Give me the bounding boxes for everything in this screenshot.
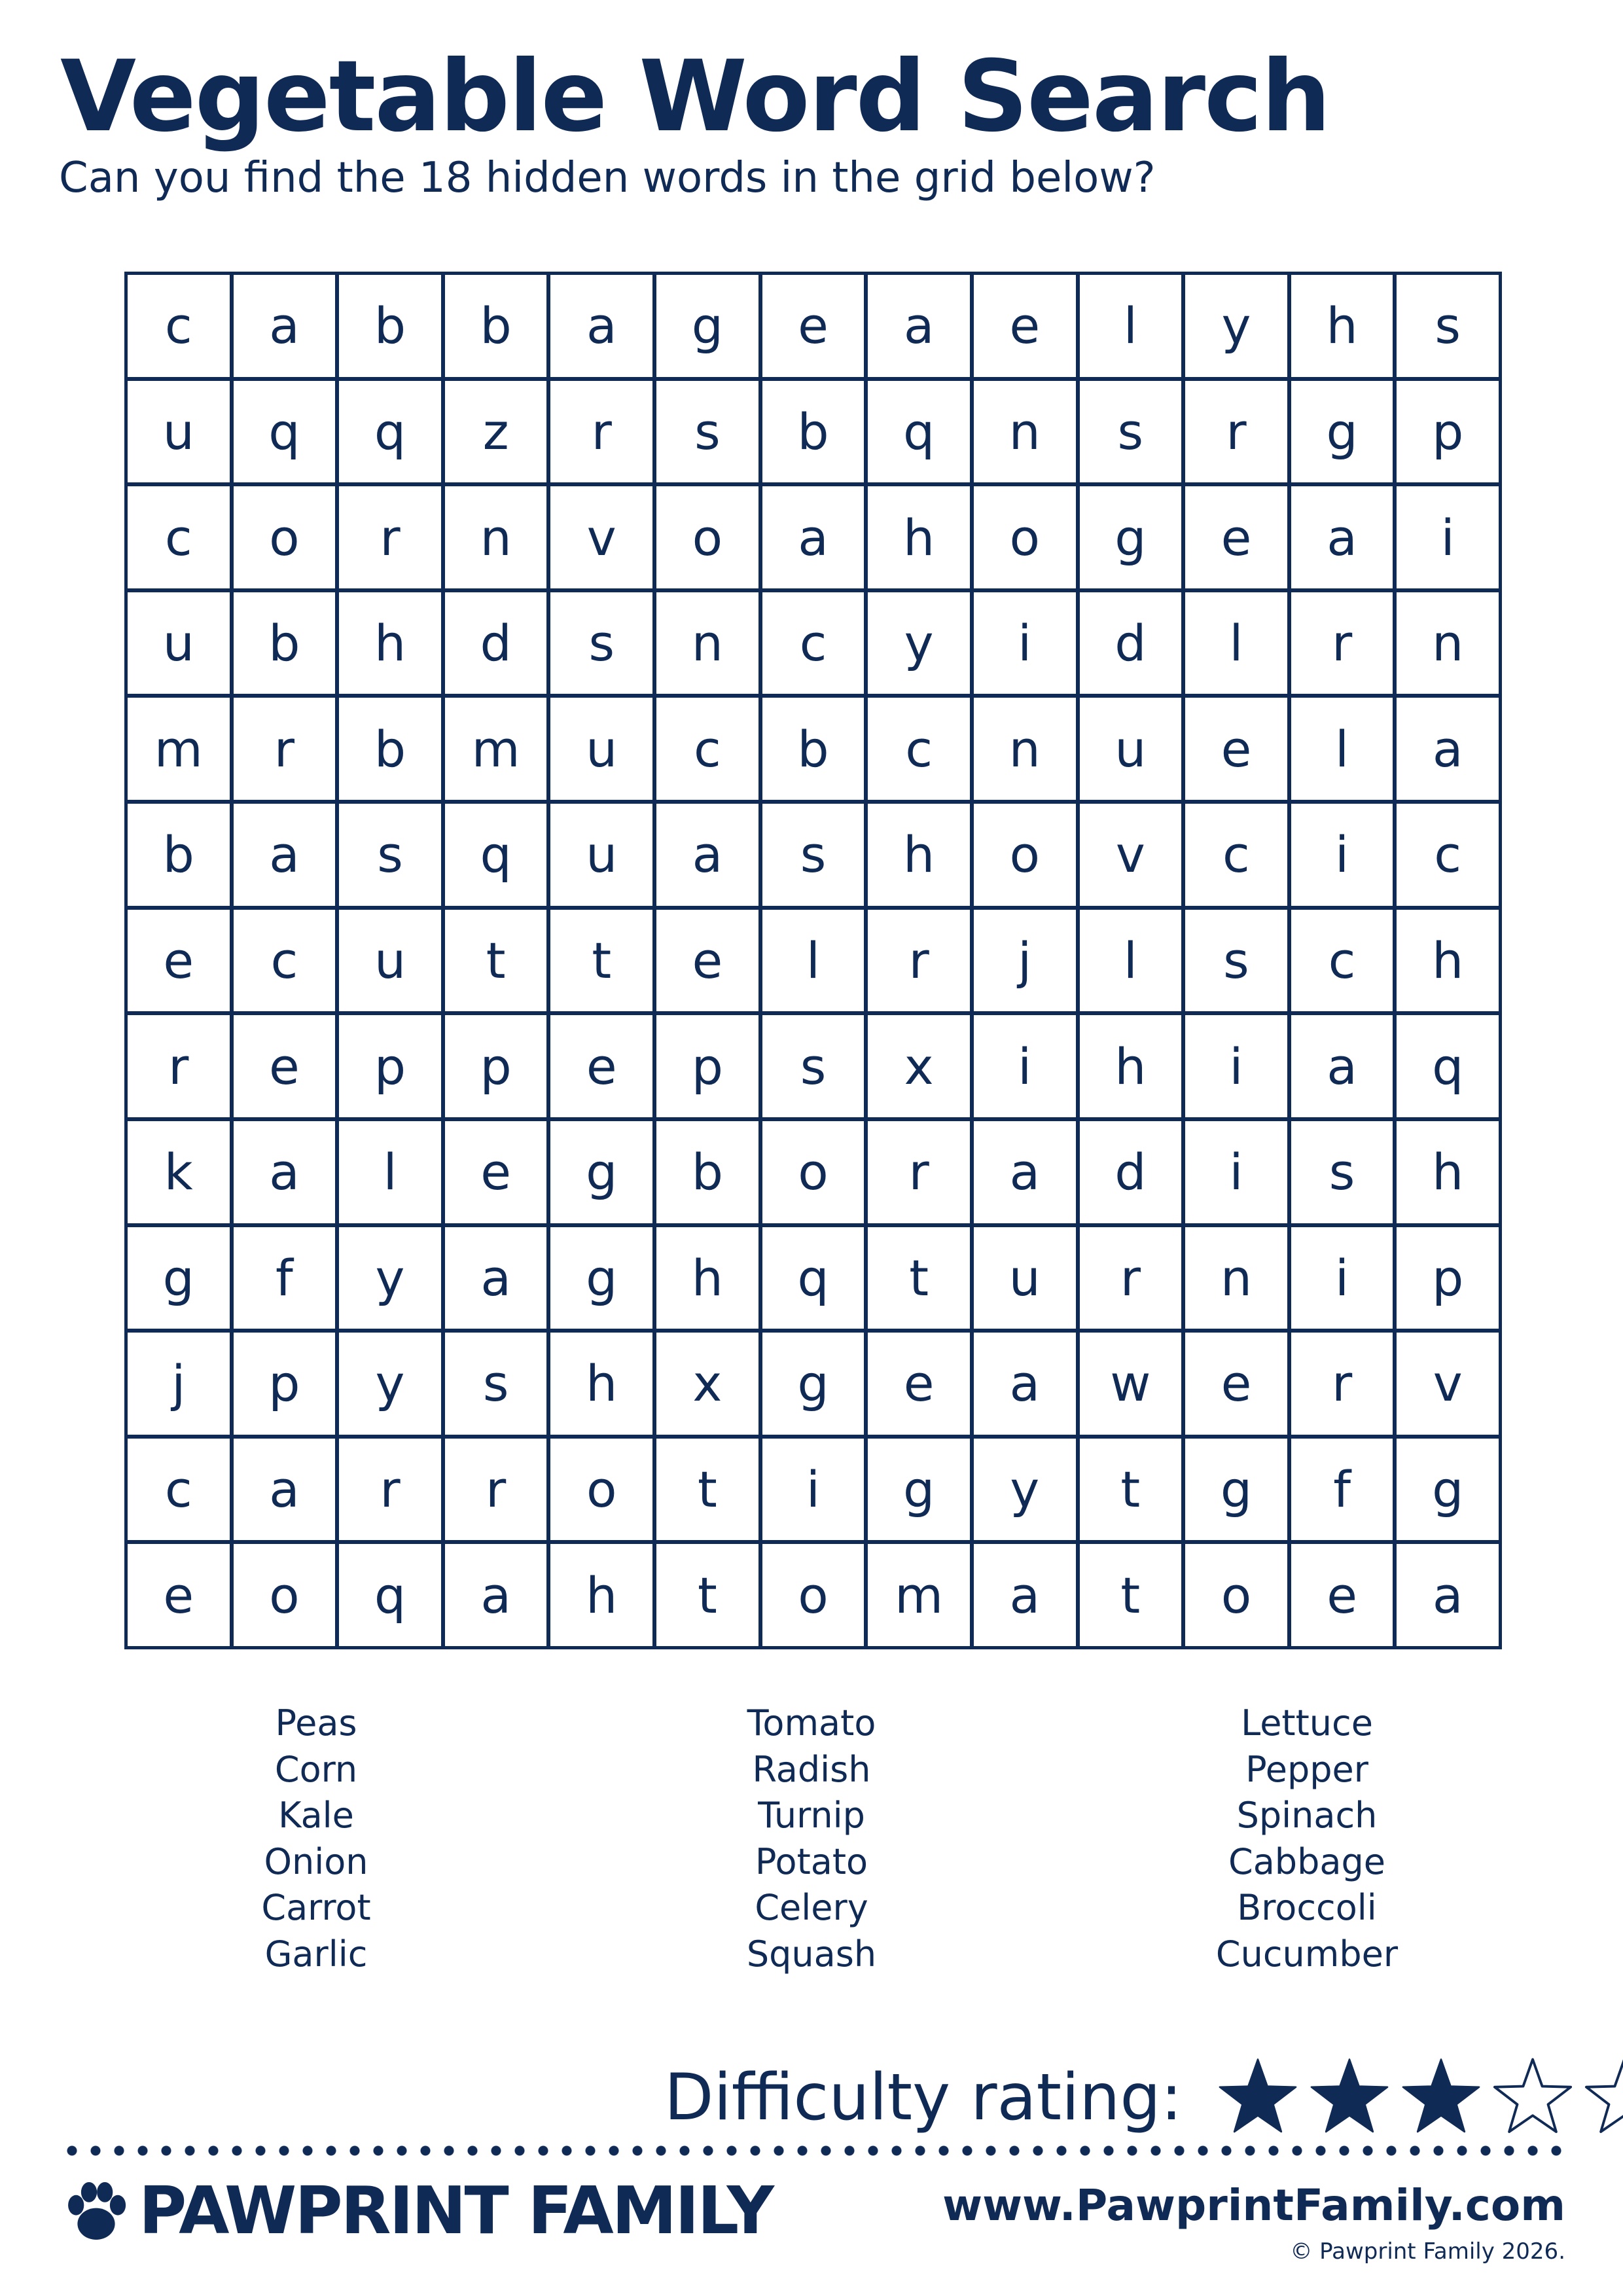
grid-cell[interactable]: e xyxy=(550,1015,652,1117)
grid-cell[interactable]: a xyxy=(762,486,865,588)
word-list-item: Cabbage xyxy=(1228,1840,1385,1882)
grid-cell[interactable]: c xyxy=(1397,804,1499,906)
word-list-item: Garlic xyxy=(264,1933,368,1975)
grid-cell[interactable]: r xyxy=(1080,1227,1182,1329)
grid-cell[interactable]: t xyxy=(656,1544,758,1646)
grid-cell[interactable]: h xyxy=(550,1544,652,1646)
word-list-item: Kale xyxy=(278,1795,354,1836)
difficulty-rating xyxy=(664,2055,1623,2140)
grid-cell[interactable]: z xyxy=(445,381,547,483)
grid-cell[interactable]: s xyxy=(762,1015,865,1117)
grid-cell[interactable]: p xyxy=(1397,381,1499,483)
word-list-item: Tomato xyxy=(747,1702,876,1744)
grid-cell[interactable]: s xyxy=(445,1333,547,1435)
grid-cell[interactable]: v xyxy=(550,486,652,588)
grid-cell[interactable]: j xyxy=(128,1333,230,1435)
grid-cell[interactable]: e xyxy=(445,1121,547,1223)
grid-cell[interactable]: c xyxy=(656,698,758,800)
word-search-grid xyxy=(124,272,1502,1649)
grid-cell[interactable]: e xyxy=(974,275,1076,377)
grid-cell[interactable]: q xyxy=(445,804,547,906)
grid-cell[interactable]: q xyxy=(868,381,970,483)
grid-cell[interactable]: t xyxy=(445,910,547,1012)
grid-cell[interactable]: u xyxy=(1080,698,1182,800)
star-filled-icon xyxy=(1215,2055,1300,2140)
brand-logo xyxy=(60,2172,772,2250)
grid-cell[interactable]: n xyxy=(656,592,758,694)
grid-cell[interactable]: g xyxy=(1397,1439,1499,1541)
star-outline-icon xyxy=(1582,2055,1623,2140)
grid-cell[interactable]: s xyxy=(550,592,652,694)
grid-cell[interactable]: e xyxy=(128,1544,230,1646)
grid-cell[interactable]: i xyxy=(1397,486,1499,588)
grid-cell[interactable]: l xyxy=(1291,698,1393,800)
copyright-text: © Pawprint Family 2026. xyxy=(1290,2238,1565,2265)
grid-cell[interactable]: l xyxy=(1185,592,1287,694)
grid-cell[interactable]: a xyxy=(445,1227,547,1329)
word-list-item: Carrot xyxy=(261,1887,371,1928)
page-subtitle: Can you find the 18 hidden words in the grid below? xyxy=(59,154,1156,202)
grid-cell[interactable]: l xyxy=(1080,910,1182,1012)
grid-cell[interactable]: r xyxy=(1291,592,1393,694)
grid-cell[interactable]: l xyxy=(762,910,865,1012)
grid-cell[interactable]: s xyxy=(656,381,758,483)
word-list-item: Squash xyxy=(746,1933,877,1975)
grid-cell[interactable]: a xyxy=(445,1544,547,1646)
grid-cell[interactable]: b xyxy=(128,804,230,906)
grid-cell[interactable]: a xyxy=(656,804,758,906)
grid-cell[interactable]: u xyxy=(550,804,652,906)
grid-cell[interactable]: h xyxy=(550,1333,652,1435)
grid-cell[interactable]: i xyxy=(1185,1015,1287,1117)
page-title: Vegetable Word Search xyxy=(60,40,1330,154)
grid-cell[interactable]: g xyxy=(656,275,758,377)
grid-cell[interactable]: r xyxy=(339,1439,441,1541)
grid-cell[interactable]: e xyxy=(656,910,758,1012)
grid-cell[interactable]: y xyxy=(1185,275,1287,377)
word-list-item: Lettuce xyxy=(1241,1702,1373,1744)
grid-cell[interactable]: a xyxy=(974,1121,1076,1223)
grid-cell[interactable]: g xyxy=(1185,1439,1287,1541)
grid-cell[interactable]: e xyxy=(128,910,230,1012)
grid-cell[interactable]: a xyxy=(1291,486,1393,588)
grid-cell[interactable]: r xyxy=(550,381,652,483)
word-list-column-2 xyxy=(648,1700,975,1977)
difficulty-label: Difficulty rating: xyxy=(664,2060,1183,2135)
grid-cell[interactable]: n xyxy=(974,381,1076,483)
grid-cell[interactable]: o xyxy=(656,486,758,588)
grid-cell[interactable]: s xyxy=(1185,910,1287,1012)
grid-cell[interactable]: c xyxy=(1291,910,1393,1012)
grid-cell[interactable]: o xyxy=(974,804,1076,906)
grid-cell[interactable]: d xyxy=(1080,1121,1182,1223)
grid-cell[interactable]: a xyxy=(234,1121,336,1223)
grid-cell[interactable]: o xyxy=(762,1121,865,1223)
grid-cell[interactable]: o xyxy=(234,486,336,588)
grid-cell[interactable]: u xyxy=(339,910,441,1012)
grid-cell[interactable]: p xyxy=(1397,1227,1499,1329)
brand-name: PAWPRINT FAMILY xyxy=(139,2172,773,2249)
grid-cell[interactable]: h xyxy=(656,1227,758,1329)
grid-cell[interactable]: d xyxy=(445,592,547,694)
grid-cell[interactable]: u xyxy=(128,592,230,694)
dotted-divider xyxy=(60,2145,1565,2156)
star-filled-icon xyxy=(1399,2055,1484,2140)
word-list-item: Broccoli xyxy=(1237,1887,1377,1928)
grid-cell[interactable]: e xyxy=(868,1333,970,1435)
grid-cell[interactable]: r xyxy=(339,486,441,588)
grid-cell[interactable]: a xyxy=(234,275,336,377)
grid-cell[interactable]: q xyxy=(1397,1015,1499,1117)
grid-cell[interactable]: a xyxy=(234,1439,336,1541)
grid-cell[interactable]: e xyxy=(234,1015,336,1117)
grid-cell[interactable]: u xyxy=(128,381,230,483)
grid-cell[interactable]: y xyxy=(339,1333,441,1435)
grid-cell[interactable]: i xyxy=(1291,1227,1393,1329)
grid-cell[interactable]: o xyxy=(974,486,1076,588)
grid-cell[interactable]: p xyxy=(339,1015,441,1117)
grid-cell[interactable]: r xyxy=(868,910,970,1012)
word-list-item: Radish xyxy=(752,1748,871,1790)
paw-icon xyxy=(60,2175,132,2247)
grid-cell[interactable]: m xyxy=(445,698,547,800)
grid-cell[interactable]: m xyxy=(128,698,230,800)
grid-cell[interactable]: h xyxy=(1397,910,1499,1012)
grid-cell[interactable]: s xyxy=(1397,275,1499,377)
grid-cell[interactable]: c xyxy=(128,275,230,377)
grid-cell[interactable]: b xyxy=(445,275,547,377)
grid-cell[interactable]: c xyxy=(868,698,970,800)
grid-cell[interactable]: h xyxy=(868,804,970,906)
grid-cell[interactable]: a xyxy=(550,275,652,377)
grid-cell[interactable]: a xyxy=(1397,1544,1499,1646)
grid-cell[interactable]: b xyxy=(762,698,865,800)
grid-cell[interactable]: q xyxy=(762,1227,865,1329)
grid-cell[interactable]: r xyxy=(1185,381,1287,483)
grid-cell[interactable]: n xyxy=(445,486,547,588)
grid-cell[interactable]: p xyxy=(656,1015,758,1117)
grid-cell[interactable]: g xyxy=(550,1121,652,1223)
grid-cell[interactable]: u xyxy=(550,698,652,800)
grid-cell[interactable]: a xyxy=(1291,1015,1393,1117)
grid-cell[interactable]: e xyxy=(1185,1333,1287,1435)
grid-cell[interactable]: c xyxy=(128,486,230,588)
grid-cell[interactable]: d xyxy=(1080,592,1182,694)
grid-cell[interactable]: i xyxy=(974,592,1076,694)
grid-cell[interactable]: e xyxy=(1291,1544,1393,1646)
grid-cell[interactable]: t xyxy=(550,910,652,1012)
word-list-item: Pepper xyxy=(1245,1748,1368,1790)
grid-cell[interactable]: t xyxy=(1080,1439,1182,1541)
word-list-column-1 xyxy=(152,1700,480,1977)
grid-cell[interactable]: r xyxy=(445,1439,547,1541)
star-outline-icon xyxy=(1490,2055,1575,2140)
grid-cell[interactable]: i xyxy=(974,1015,1076,1117)
grid-cell[interactable]: y xyxy=(868,592,970,694)
grid-cell[interactable]: t xyxy=(868,1227,970,1329)
grid-cell[interactable]: c xyxy=(128,1439,230,1541)
word-list-item: Peas xyxy=(275,1702,357,1744)
grid-cell[interactable]: l xyxy=(1080,275,1182,377)
grid-cell[interactable]: g xyxy=(550,1227,652,1329)
grid-cell[interactable]: x xyxy=(868,1015,970,1117)
word-list-item: Corn xyxy=(274,1748,358,1790)
grid-cell[interactable]: a xyxy=(868,275,970,377)
grid-cell[interactable]: a xyxy=(234,804,336,906)
grid-cell[interactable]: l xyxy=(339,1121,441,1223)
website-link[interactable]: www.PawprintFamily.com xyxy=(942,2180,1565,2231)
grid-cell[interactable]: s xyxy=(762,804,865,906)
grid-cell[interactable]: g xyxy=(128,1227,230,1329)
grid-cell[interactable]: h xyxy=(1397,1121,1499,1223)
grid-cell[interactable]: h xyxy=(1080,1015,1182,1117)
grid-cell[interactable]: e xyxy=(762,275,865,377)
grid-cell[interactable]: b xyxy=(656,1121,758,1223)
grid-cell[interactable]: r xyxy=(234,698,336,800)
grid-cell[interactable]: y xyxy=(339,1227,441,1329)
grid-cell[interactable]: o xyxy=(234,1544,336,1646)
grid-cell[interactable]: j xyxy=(974,910,1076,1012)
grid-cell[interactable]: r xyxy=(868,1121,970,1223)
grid-cell[interactable]: t xyxy=(656,1439,758,1541)
grid-cell[interactable]: n xyxy=(1397,592,1499,694)
grid-cell[interactable]: i xyxy=(762,1439,865,1541)
word-list-column-3 xyxy=(1143,1700,1471,1977)
grid-cell[interactable]: v xyxy=(1397,1333,1499,1435)
grid-cell[interactable]: b xyxy=(234,592,336,694)
difficulty-stars xyxy=(1209,2055,1623,2140)
grid-cell[interactable]: c xyxy=(1185,804,1287,906)
grid-cell[interactable]: r xyxy=(128,1015,230,1117)
grid-cell[interactable]: w xyxy=(1080,1333,1182,1435)
grid-cell[interactable]: s xyxy=(1080,381,1182,483)
grid-cell[interactable]: b xyxy=(339,275,441,377)
grid-cell[interactable]: t xyxy=(1080,1544,1182,1646)
grid-cell[interactable]: o xyxy=(1185,1544,1287,1646)
grid-cell[interactable]: p xyxy=(234,1333,336,1435)
grid-cell[interactable]: h xyxy=(339,592,441,694)
grid-cell[interactable]: e xyxy=(1185,486,1287,588)
grid-cell[interactable]: i xyxy=(1291,804,1393,906)
word-list-item: Cucumber xyxy=(1215,1933,1399,1975)
grid-cell[interactable]: o xyxy=(550,1439,652,1541)
grid-cell[interactable]: s xyxy=(1291,1121,1393,1223)
grid-cell[interactable]: a xyxy=(974,1333,1076,1435)
grid-cell[interactable]: q xyxy=(339,1544,441,1646)
word-list-item: Spinach xyxy=(1236,1795,1378,1836)
word-list-item: Onion xyxy=(264,1840,368,1882)
star-filled-icon xyxy=(1307,2055,1392,2140)
grid-cell[interactable]: r xyxy=(1291,1333,1393,1435)
grid-cell[interactable]: b xyxy=(762,381,865,483)
grid-cell[interactable]: q xyxy=(234,381,336,483)
grid-cell[interactable]: v xyxy=(1080,804,1182,906)
grid-cell[interactable]: f xyxy=(1291,1439,1393,1541)
grid-cell[interactable]: g xyxy=(762,1333,865,1435)
grid-cell[interactable]: o xyxy=(762,1544,865,1646)
grid-cell[interactable]: n xyxy=(1185,1227,1287,1329)
grid-cell[interactable]: g xyxy=(868,1439,970,1541)
grid-cell[interactable]: x xyxy=(656,1333,758,1435)
grid-cell[interactable]: e xyxy=(1185,698,1287,800)
grid-cell[interactable]: y xyxy=(974,1439,1076,1541)
word-list-item: Potato xyxy=(755,1840,868,1882)
grid-cell[interactable]: s xyxy=(339,804,441,906)
grid-cell[interactable]: c xyxy=(234,910,336,1012)
grid-cell[interactable]: g xyxy=(1291,381,1393,483)
grid-cell[interactable]: a xyxy=(974,1544,1076,1646)
grid-cell[interactable]: k xyxy=(128,1121,230,1223)
grid-cell[interactable]: f xyxy=(234,1227,336,1329)
grid-cell[interactable]: u xyxy=(974,1227,1076,1329)
grid-cell[interactable]: b xyxy=(339,698,441,800)
grid-cell[interactable]: g xyxy=(1080,486,1182,588)
grid-cell[interactable]: q xyxy=(339,381,441,483)
grid-cell[interactable]: h xyxy=(868,486,970,588)
word-list-item: Celery xyxy=(755,1887,868,1928)
grid-cell[interactable]: a xyxy=(1397,698,1499,800)
grid-cell[interactable]: h xyxy=(1291,275,1393,377)
grid-cell[interactable]: p xyxy=(445,1015,547,1117)
grid-cell[interactable]: i xyxy=(1185,1121,1287,1223)
grid-cell[interactable]: c xyxy=(762,592,865,694)
grid-cell[interactable]: n xyxy=(974,698,1076,800)
word-list-item: Turnip xyxy=(758,1795,865,1836)
grid-cell[interactable]: m xyxy=(868,1544,970,1646)
